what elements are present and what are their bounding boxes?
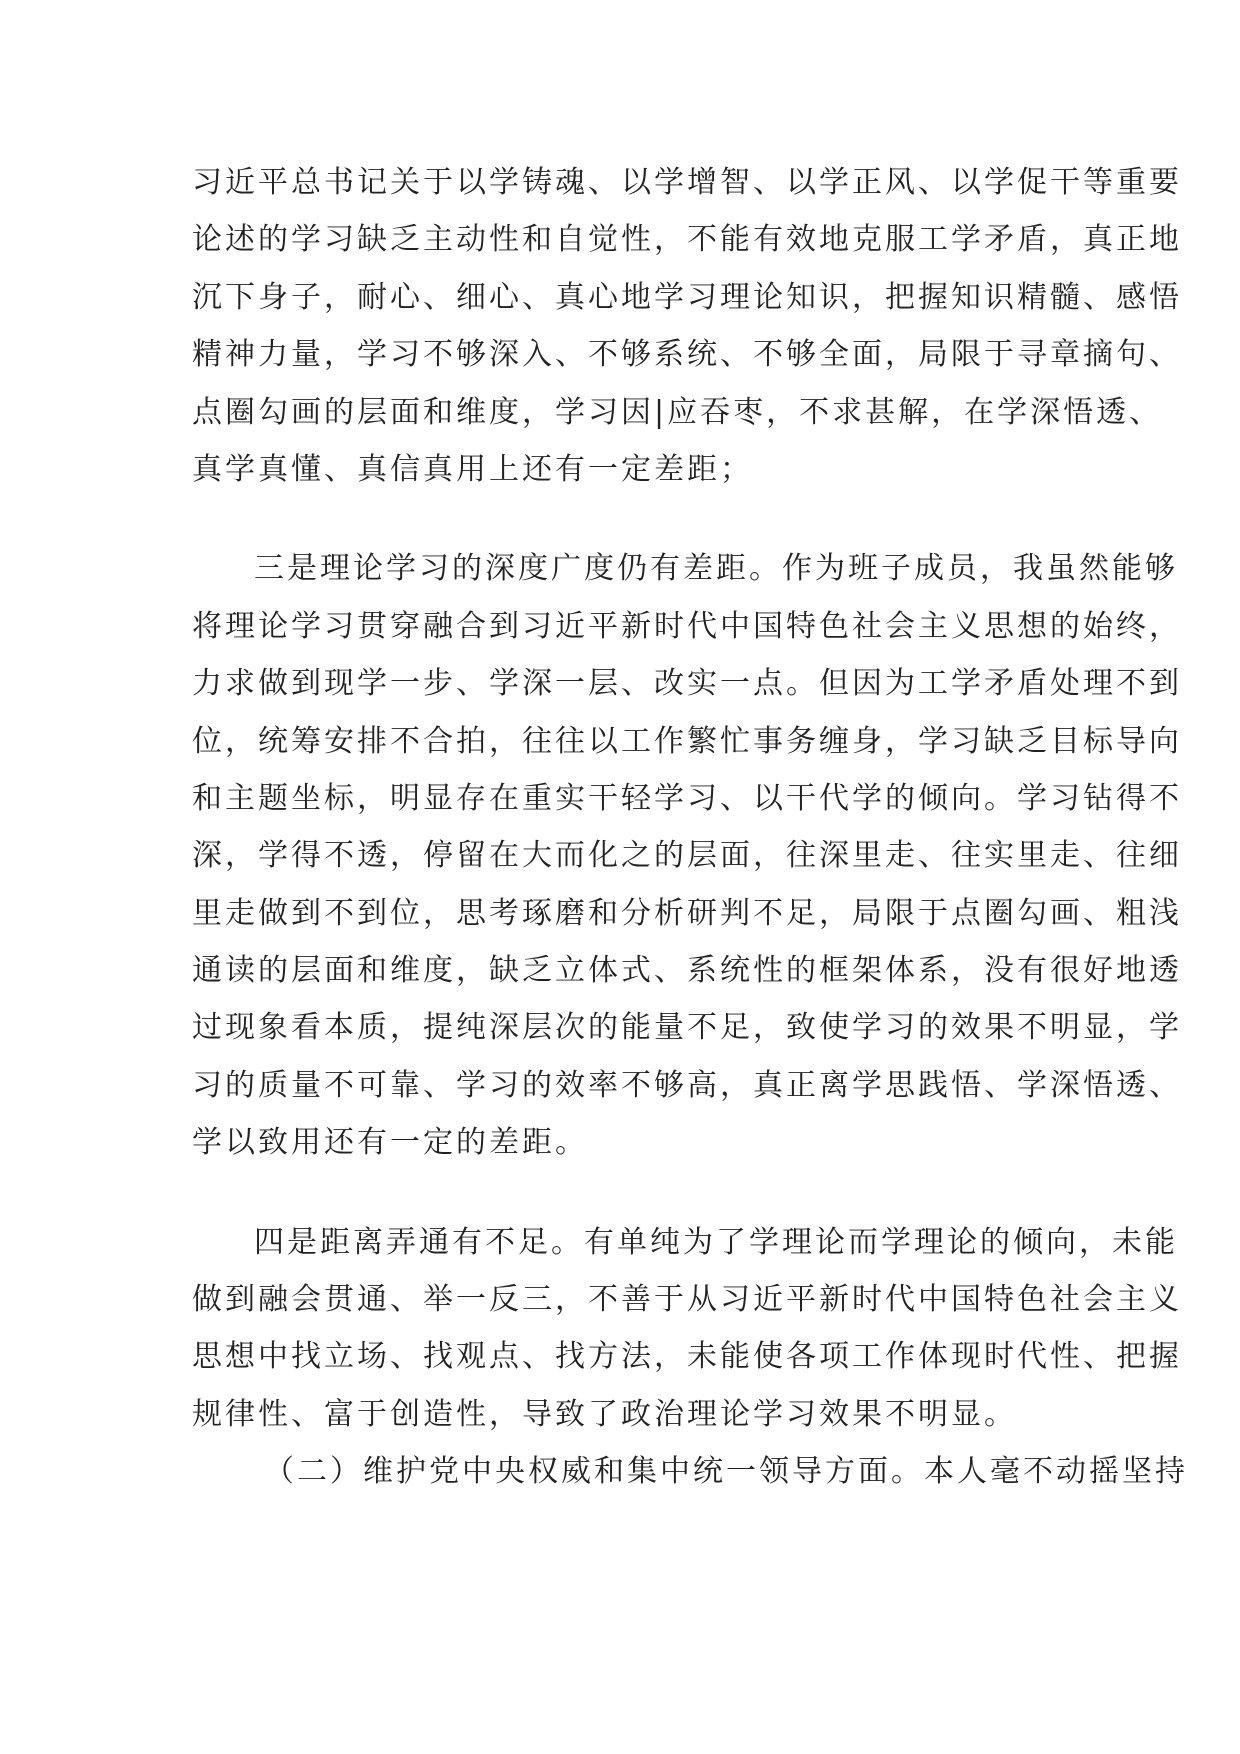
paragraph-point-four — [192, 1214, 1182, 1444]
paragraph-spacer — [192, 498, 1054, 540]
text-line: 习的质量不可靠、学习的效率不够高，真正离学思践悟、学深悟透、 — [192, 1067, 1182, 1103]
text-line: 将理论学习贯穿融合到习近平新时代中国特色社会主义思想的始终， — [192, 608, 1182, 644]
text-line: 规律性、富于创造性，导致了政治理论学习效果不明显。 — [192, 1396, 1017, 1432]
paragraph-point-three — [192, 540, 1182, 1171]
document-body — [192, 154, 1188, 1501]
paragraph-study-gap — [192, 154, 1182, 498]
text-line: 力求做到现学一步、学深一层、改实一点。但因为工学矛盾处理不到 — [192, 666, 1182, 702]
text-line: 真学真懂、真信真用上还有一定差距； — [192, 451, 753, 487]
text-line: 四是距离弄通有不足。有单纯为了学理论而学理论的倾向，未能 — [254, 1224, 1178, 1260]
section-heading-two — [192, 1443, 1188, 1500]
text-line: 思想中找立场、找观点、找方法，未能使各项工作体现时代性、把握 — [192, 1339, 1182, 1375]
text-line: 点圈勾画的层面和维度，学习因|应吞枣，不求甚解，在学深悟透、 — [192, 394, 1163, 430]
text-line: 位，统筹安排不合拍，往往以工作繁忙事务缠身，学习缺乏目标导向 — [192, 723, 1182, 759]
text-line: 通读的层面和维度，缺乏立体式、系统性的框架体系，没有很好地透 — [192, 953, 1182, 989]
text-line: 过现象看本质，提纯深层次的能量不足，致使学习的效果不明显，学 — [192, 1010, 1182, 1046]
text-line: 沉下身子，耐心、细心、真心地学习理论知识，把握知识精髓、感悟 — [192, 279, 1182, 315]
text-line: 里走做到不到位，思考琢磨和分析研判不足，局限于点圈勾画、粗浅 — [192, 895, 1182, 931]
text-line: 三是理论学习的深度广度仍有差距。作为班子成员，我虽然能够 — [254, 551, 1178, 587]
text-line: 精神力量，学习不够深入、不够系统、不够全面，局限于寻章摘句、 — [192, 337, 1182, 373]
paragraph-spacer — [192, 1172, 1054, 1214]
section-heading-line: （二）维护党中央权威和集中统一领导方面。本人毫不动摇坚持 — [264, 1454, 1188, 1490]
text-line: 和主题坐标，明显存在重实干轻学习、以干代学的倾向。学习钻得不 — [192, 780, 1182, 816]
text-line: 论述的学习缺乏主动性和自觉性，不能有效地克服工学矛盾，真正地 — [192, 222, 1182, 258]
text-line: 学以致用还有一定的差距。 — [192, 1125, 588, 1161]
text-line: 深，学得不透，停留在大而化之的层面，往深里走、往实里走、往细 — [192, 838, 1182, 874]
text-line: 习近平总书记关于以学铸魂、以学增智、以学正风、以学促干等重要 — [192, 165, 1182, 200]
text-line: 做到融会贯通、举一反三，不善于从习近平新时代中国特色社会主义 — [192, 1282, 1182, 1318]
